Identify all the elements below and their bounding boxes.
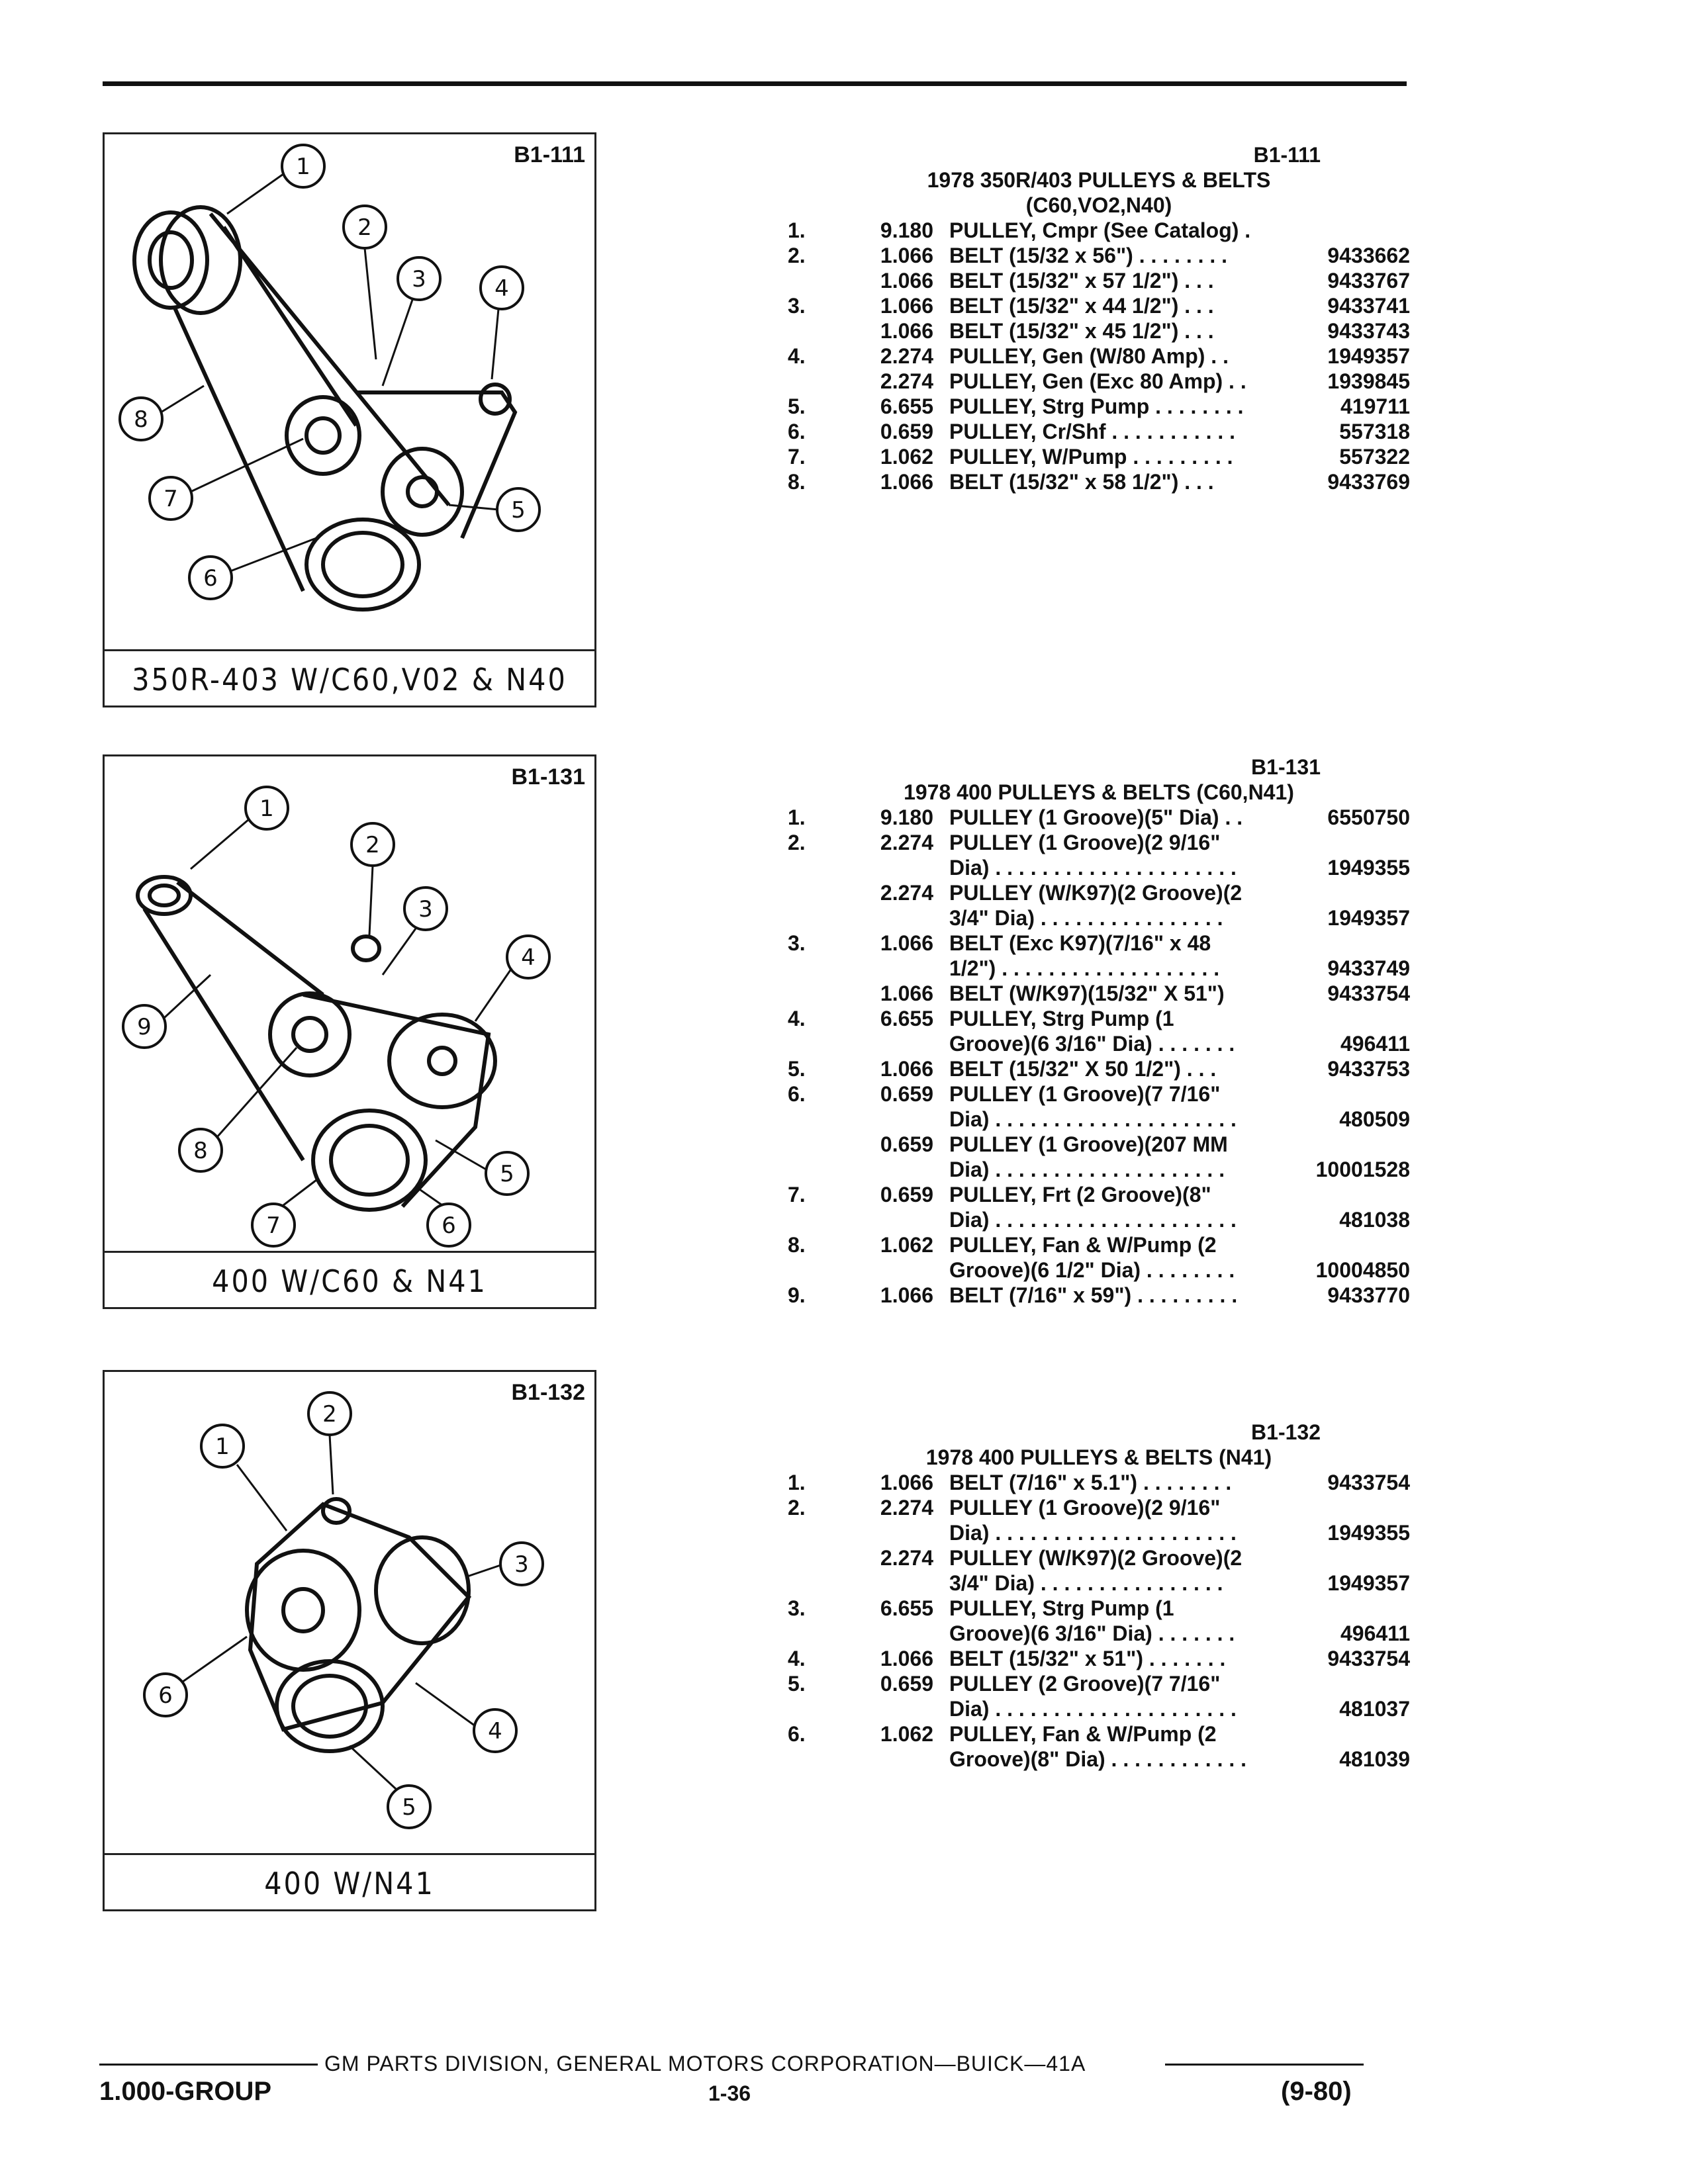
- figure-id: B1-132: [511, 1380, 585, 1405]
- group-number: [841, 1207, 949, 1232]
- item-number: 2.: [788, 1496, 806, 1520]
- item-number: [788, 1157, 841, 1182]
- part-number: 9433741: [1327, 294, 1410, 318]
- item-number: [788, 1207, 841, 1232]
- part-description: BELT (15/32" x 51") . . . . . . .: [949, 1647, 1226, 1670]
- part-description: BELT (15/32 x 56") . . . . . . . .: [949, 244, 1228, 267]
- item-number: [788, 1107, 841, 1132]
- parts-row: [788, 1596, 1410, 1621]
- parts-row: [788, 1207, 1410, 1232]
- group-number: 2.274: [880, 1496, 933, 1520]
- callout-2: 2: [322, 1401, 337, 1428]
- item-number: [788, 855, 841, 880]
- callout-7: 7: [266, 1212, 281, 1239]
- part-number: [1297, 1081, 1410, 1107]
- parts-list: [788, 218, 1410, 494]
- group-number: [841, 1696, 949, 1721]
- parts-row: [788, 369, 1410, 394]
- parts-row: [788, 1232, 1410, 1257]
- parts-row: [788, 1470, 1410, 1495]
- group-number: [841, 1031, 949, 1056]
- parts-row: [788, 1671, 1410, 1696]
- part-description: 3/4" Dia) . . . . . . . . . . . . . . . .: [949, 1571, 1223, 1595]
- part-description: Groove)(6 1/2" Dia) . . . . . . . .: [949, 1258, 1235, 1282]
- figure-illustration: [105, 134, 594, 651]
- callout-7: 7: [164, 486, 178, 512]
- part-description: BELT (15/32" x 45 1/2") . . .: [949, 319, 1214, 343]
- callout-8: 8: [134, 406, 148, 433]
- item-number: 6.: [788, 1082, 806, 1106]
- part-number: 6550750: [1327, 805, 1410, 829]
- top-rule: [103, 81, 1407, 86]
- parts-list: [788, 1470, 1410, 1772]
- part-number: [1297, 1006, 1410, 1031]
- parts-row: [788, 293, 1410, 318]
- parts-row: [788, 1621, 1410, 1646]
- part-number: 9433753: [1327, 1057, 1410, 1081]
- part-description: PULLEY (1 Groove)(2 9/16": [949, 1496, 1221, 1520]
- part-description: PULLEY, Cr/Shf . . . . . . . . . . .: [949, 420, 1236, 443]
- item-number: 5.: [788, 1057, 806, 1081]
- group-number: 2.274: [880, 344, 933, 368]
- part-description: PULLEY, Gen (Exc 80 Amp) . .: [949, 369, 1246, 393]
- group-number: 1.066: [880, 1283, 933, 1307]
- part-number: 9433743: [1327, 319, 1410, 343]
- callout-9: 9: [137, 1014, 152, 1040]
- item-number: [788, 981, 841, 1006]
- callout-1: 1: [215, 1433, 230, 1460]
- parts-row: [788, 394, 1410, 419]
- part-number: 481037: [1339, 1697, 1410, 1721]
- group-number: 1.066: [880, 1471, 933, 1494]
- parts-row: [788, 268, 1410, 293]
- group-number: [841, 1520, 949, 1545]
- item-number: 5.: [788, 394, 806, 418]
- part-description: PULLEY (1 Groove)(5" Dia) . .: [949, 805, 1243, 829]
- callout-4: 4: [488, 1718, 502, 1745]
- group-number: 1.062: [880, 1233, 933, 1257]
- part-number: [1297, 1495, 1410, 1520]
- group-number: 1.066: [880, 294, 933, 318]
- part-number: 1949357: [1327, 344, 1410, 368]
- parts-row: [788, 1056, 1410, 1081]
- item-number: [788, 880, 841, 905]
- group-number: 2.274: [880, 1546, 933, 1570]
- callout-5: 5: [511, 497, 526, 523]
- part-description: BELT (15/32" x 57 1/2") . . .: [949, 269, 1214, 293]
- parts-row: [788, 1257, 1410, 1283]
- parts-row: [788, 243, 1410, 268]
- part-description: PULLEY, Strg Pump . . . . . . . .: [949, 394, 1244, 418]
- part-description: BELT (15/32" X 50 1/2") . . .: [949, 1057, 1217, 1081]
- footer-page-number: 1-36: [708, 2081, 751, 2105]
- group-number: 2.274: [880, 831, 933, 854]
- item-number: 3.: [788, 931, 806, 955]
- item-number: 2.: [788, 244, 806, 267]
- part-description: 1/2") . . . . . . . . . . . . . . . . . . .: [949, 956, 1220, 980]
- part-number: 9433770: [1327, 1283, 1410, 1307]
- belt-diagram: [105, 1372, 594, 1853]
- parts-row: [788, 343, 1410, 369]
- part-description: PULLEY, Cmpr (See Catalog) .: [949, 218, 1251, 242]
- group-number: 6.655: [880, 394, 933, 418]
- part-description: Dia) . . . . . . . . . . . . . . . . . . . . .: [949, 856, 1237, 880]
- callout-5: 5: [402, 1794, 416, 1821]
- part-description: PULLEY (1 Groove)(7 7/16": [949, 1082, 1221, 1106]
- callout-3: 3: [412, 266, 426, 293]
- section-id: B1-131: [1251, 755, 1321, 779]
- parts-row: [788, 830, 1410, 855]
- group-number: 6.655: [880, 1596, 933, 1620]
- group-number: 0.659: [880, 1672, 933, 1696]
- part-number: 9433754: [1327, 1647, 1410, 1670]
- callout-2: 2: [357, 214, 372, 241]
- item-number: 3.: [788, 1596, 806, 1620]
- part-description: PULLEY, Fan & W/Pump (2: [949, 1233, 1217, 1257]
- part-number: [1297, 1671, 1410, 1696]
- item-number: [788, 1570, 841, 1596]
- item-number: 6.: [788, 1722, 806, 1746]
- parts-row: [788, 1081, 1410, 1107]
- part-number: [1297, 218, 1410, 243]
- item-number: [788, 1132, 841, 1157]
- group-number: 1.066: [880, 931, 933, 955]
- callout-1: 1: [296, 154, 310, 180]
- part-description: Dia) . . . . . . . . . . . . . . . . . . . . .: [949, 1697, 1237, 1721]
- parts-row: [788, 905, 1410, 931]
- figure-b1-131: [103, 754, 596, 1309]
- group-number: [841, 1107, 949, 1132]
- figure-illustration: [105, 756, 594, 1253]
- part-number: 1949357: [1327, 1571, 1410, 1595]
- item-number: [788, 268, 841, 293]
- footer-rule-left: [99, 2064, 318, 2066]
- parts-row: [788, 1570, 1410, 1596]
- part-description: Dia) . . . . . . . . . . . . . . . . . . . .: [949, 1158, 1225, 1181]
- group-number: 1.066: [880, 981, 933, 1005]
- part-number: 10004850: [1315, 1258, 1410, 1282]
- item-number: [788, 1520, 841, 1545]
- parts-row: [788, 444, 1410, 469]
- parts-row: [788, 419, 1410, 444]
- parts-row: [788, 1283, 1410, 1308]
- callout-2: 2: [365, 832, 380, 858]
- item-number: 1.: [788, 1471, 806, 1494]
- part-number: [1297, 1132, 1410, 1157]
- parts-row: [788, 1495, 1410, 1520]
- callout-1: 1: [259, 796, 274, 822]
- group-number: 6.655: [880, 1007, 933, 1030]
- parts-row: [788, 880, 1410, 905]
- part-description: PULLEY, W/Pump . . . . . . . . .: [949, 445, 1233, 469]
- item-number: [788, 369, 841, 394]
- belt-diagram: [105, 756, 594, 1251]
- part-number: 9433749: [1327, 956, 1410, 980]
- section-title: 1978 400 PULLEYS & BELTS (C60,N41): [904, 780, 1294, 804]
- part-number: [1297, 1596, 1410, 1621]
- item-number: 1.: [788, 218, 806, 242]
- callout-6: 6: [158, 1682, 173, 1709]
- part-number: 9433754: [1327, 981, 1410, 1005]
- part-description: PULLEY (1 Groove)(207 MM: [949, 1132, 1228, 1156]
- item-number: 9.: [788, 1283, 806, 1307]
- callout-4: 4: [494, 275, 509, 302]
- item-number: 5.: [788, 1672, 806, 1696]
- section-id: B1-111: [1253, 143, 1321, 167]
- part-description: PULLEY, Strg Pump (1: [949, 1596, 1174, 1620]
- item-number: 6.: [788, 420, 806, 443]
- parts-section-b1-131: [788, 754, 1410, 1308]
- group-number: 1.066: [880, 269, 933, 293]
- part-description: PULLEY, Fan & W/Pump (2: [949, 1722, 1217, 1746]
- group-number: 1.062: [880, 445, 933, 469]
- part-description: Groove)(8" Dia) . . . . . . . . . . . .: [949, 1747, 1247, 1771]
- part-number: [1297, 1182, 1410, 1207]
- part-number: 557322: [1339, 445, 1410, 469]
- parts-row: [788, 1157, 1410, 1182]
- group-number: 1.066: [880, 1057, 933, 1081]
- part-number: [1297, 931, 1410, 956]
- part-number: 9433754: [1327, 1471, 1410, 1494]
- part-description: PULLEY, Strg Pump (1: [949, 1007, 1174, 1030]
- parts-row: [788, 981, 1410, 1006]
- part-number: 496411: [1340, 1621, 1410, 1645]
- section-title: 1978 350R/403 PULLEYS & BELTS: [927, 168, 1271, 192]
- part-number: 419711: [1340, 394, 1410, 418]
- item-number: [788, 318, 841, 343]
- item-number: 4.: [788, 344, 806, 368]
- group-number: 1.066: [880, 470, 933, 494]
- part-number: 9433767: [1327, 269, 1410, 293]
- parts-row: [788, 469, 1410, 494]
- parts-row: [788, 1721, 1410, 1747]
- part-description: BELT (7/16" x 59") . . . . . . . . .: [949, 1283, 1238, 1307]
- callout-3: 3: [514, 1551, 529, 1578]
- parts-row: [788, 855, 1410, 880]
- parts-row: [788, 218, 1410, 243]
- part-description: PULLEY (W/K97)(2 Groove)(2: [949, 881, 1243, 905]
- part-description: PULLEY (W/K97)(2 Groove)(2: [949, 1546, 1243, 1570]
- item-number: 4.: [788, 1007, 806, 1030]
- part-description: PULLEY (1 Groove)(2 9/16": [949, 831, 1221, 854]
- part-description: BELT (Exc K97)(7/16" x 48: [949, 931, 1211, 955]
- part-number: 9433662: [1327, 244, 1410, 267]
- group-number: 1.066: [880, 1647, 933, 1670]
- callout-6: 6: [442, 1212, 456, 1239]
- group-number: [841, 1157, 949, 1182]
- parts-row: [788, 1031, 1410, 1056]
- part-number: [1297, 1721, 1410, 1747]
- section-id: B1-132: [1251, 1420, 1321, 1444]
- callout-5: 5: [500, 1161, 514, 1187]
- item-number: [788, 1545, 841, 1570]
- part-description: 3/4" Dia) . . . . . . . . . . . . . . . .: [949, 906, 1223, 930]
- group-number: 0.659: [880, 1082, 933, 1106]
- callout-4: 4: [521, 944, 536, 971]
- item-number: 3.: [788, 294, 806, 318]
- item-number: 1.: [788, 805, 806, 829]
- group-number: 1.066: [880, 244, 933, 267]
- parts-row: [788, 318, 1410, 343]
- group-number: [841, 855, 949, 880]
- group-number: [841, 1570, 949, 1596]
- group-number: 1.062: [880, 1722, 933, 1746]
- footer-rule-right: [1165, 2064, 1364, 2066]
- part-number: 9433769: [1327, 470, 1410, 494]
- parts-row: [788, 1006, 1410, 1031]
- part-description: PULLEY (2 Groove)(7 7/16": [949, 1672, 1221, 1696]
- item-number: 8.: [788, 470, 806, 494]
- figure-caption: 400 W/N41: [264, 1866, 435, 1901]
- part-description: Dia) . . . . . . . . . . . . . . . . . . . . .: [949, 1107, 1237, 1131]
- figure-illustration: [105, 1372, 594, 1855]
- callout-3: 3: [418, 896, 433, 923]
- belt-diagram: [105, 134, 594, 649]
- item-number: [788, 905, 841, 931]
- part-number: [1297, 880, 1410, 905]
- parts-list: [788, 805, 1410, 1308]
- footer-publisher: GM PARTS DIVISION, GENERAL MOTORS CORPORATION—BUICK—41A: [324, 2052, 1086, 2075]
- item-number: 2.: [788, 831, 806, 854]
- item-number: 4.: [788, 1647, 806, 1670]
- part-number: 557318: [1339, 420, 1410, 443]
- part-description: BELT (15/32" x 58 1/2") . . .: [949, 470, 1214, 494]
- item-number: [788, 956, 841, 981]
- part-number: 481039: [1339, 1747, 1410, 1771]
- group-number: 9.180: [880, 218, 933, 242]
- parts-row: [788, 1520, 1410, 1545]
- parts-row: [788, 956, 1410, 981]
- parts-section-b1-132: [788, 1420, 1410, 1772]
- part-number: 1949355: [1327, 1521, 1410, 1545]
- part-number: 481038: [1339, 1208, 1410, 1232]
- callout-6: 6: [203, 565, 218, 592]
- group-number: [841, 956, 949, 981]
- figure-caption: 400 W/C60 & N41: [212, 1263, 487, 1299]
- group-number: 2.274: [880, 881, 933, 905]
- parts-row: [788, 1132, 1410, 1157]
- part-number: [1297, 1545, 1410, 1570]
- group-number: [841, 1621, 949, 1646]
- item-number: 8.: [788, 1233, 806, 1257]
- part-description: BELT (7/16" x 5.1") . . . . . . . .: [949, 1471, 1232, 1494]
- item-number: [788, 1031, 841, 1056]
- part-description: Dia) . . . . . . . . . . . . . . . . . . . . .: [949, 1208, 1237, 1232]
- parts-row: [788, 805, 1410, 830]
- parts-row: [788, 1107, 1410, 1132]
- figure-caption: 350R-403 W/C60,V02 & N40: [132, 662, 567, 698]
- part-number: 10001528: [1315, 1158, 1410, 1181]
- group-number: 0.659: [880, 420, 933, 443]
- footer-date: (9-80): [1281, 2077, 1352, 2106]
- callout-8: 8: [193, 1138, 208, 1164]
- figure-b1-111: [103, 132, 596, 707]
- group-number: 0.659: [880, 1183, 933, 1206]
- part-description: Groove)(6 3/16" Dia) . . . . . . .: [949, 1032, 1235, 1056]
- parts-row: [788, 1545, 1410, 1570]
- part-description: PULLEY, Gen (W/80 Amp) . .: [949, 344, 1229, 368]
- item-number: [788, 1696, 841, 1721]
- group-number: [841, 1257, 949, 1283]
- parts-row: [788, 1747, 1410, 1772]
- section-title: 1978 400 PULLEYS & BELTS (N41): [925, 1445, 1272, 1469]
- group-number: 0.659: [880, 1132, 933, 1156]
- figure-id: B1-111: [514, 142, 585, 167]
- part-description: BELT (15/32" x 44 1/2") . . .: [949, 294, 1214, 318]
- part-number: 1939845: [1327, 369, 1410, 393]
- group-number: [841, 905, 949, 931]
- parts-row: [788, 1696, 1410, 1721]
- part-number: [1297, 1232, 1410, 1257]
- part-number: 1949357: [1327, 906, 1410, 930]
- figure-id: B1-131: [511, 764, 585, 790]
- group-number: 2.274: [880, 369, 933, 393]
- part-number: 1949355: [1327, 856, 1410, 880]
- item-number: [788, 1747, 841, 1772]
- group-number: 1.066: [880, 319, 933, 343]
- part-number: [1297, 830, 1410, 855]
- group-number: 9.180: [880, 805, 933, 829]
- parts-row: [788, 931, 1410, 956]
- part-description: PULLEY, Frt (2 Groove)(8": [949, 1183, 1211, 1206]
- item-number: [788, 1257, 841, 1283]
- item-number: 7.: [788, 1183, 806, 1206]
- part-number: 496411: [1340, 1032, 1410, 1056]
- group-number: [841, 1747, 949, 1772]
- section-subtitle: (C60,VO2,N40): [1025, 193, 1172, 217]
- parts-row: [788, 1182, 1410, 1207]
- part-description: Groove)(6 3/16" Dia) . . . . . . .: [949, 1621, 1235, 1645]
- part-description: Dia) . . . . . . . . . . . . . . . . . . . . .: [949, 1521, 1237, 1545]
- item-number: 7.: [788, 445, 806, 469]
- parts-row: [788, 1646, 1410, 1671]
- part-number: 480509: [1339, 1107, 1410, 1131]
- item-number: [788, 1621, 841, 1646]
- part-description: BELT (W/K97)(15/32" X 51"): [949, 981, 1225, 1005]
- parts-section-b1-111: [788, 142, 1410, 494]
- figure-b1-132: [103, 1370, 596, 1911]
- footer-group: 1.000-GROUP: [99, 2077, 272, 2106]
